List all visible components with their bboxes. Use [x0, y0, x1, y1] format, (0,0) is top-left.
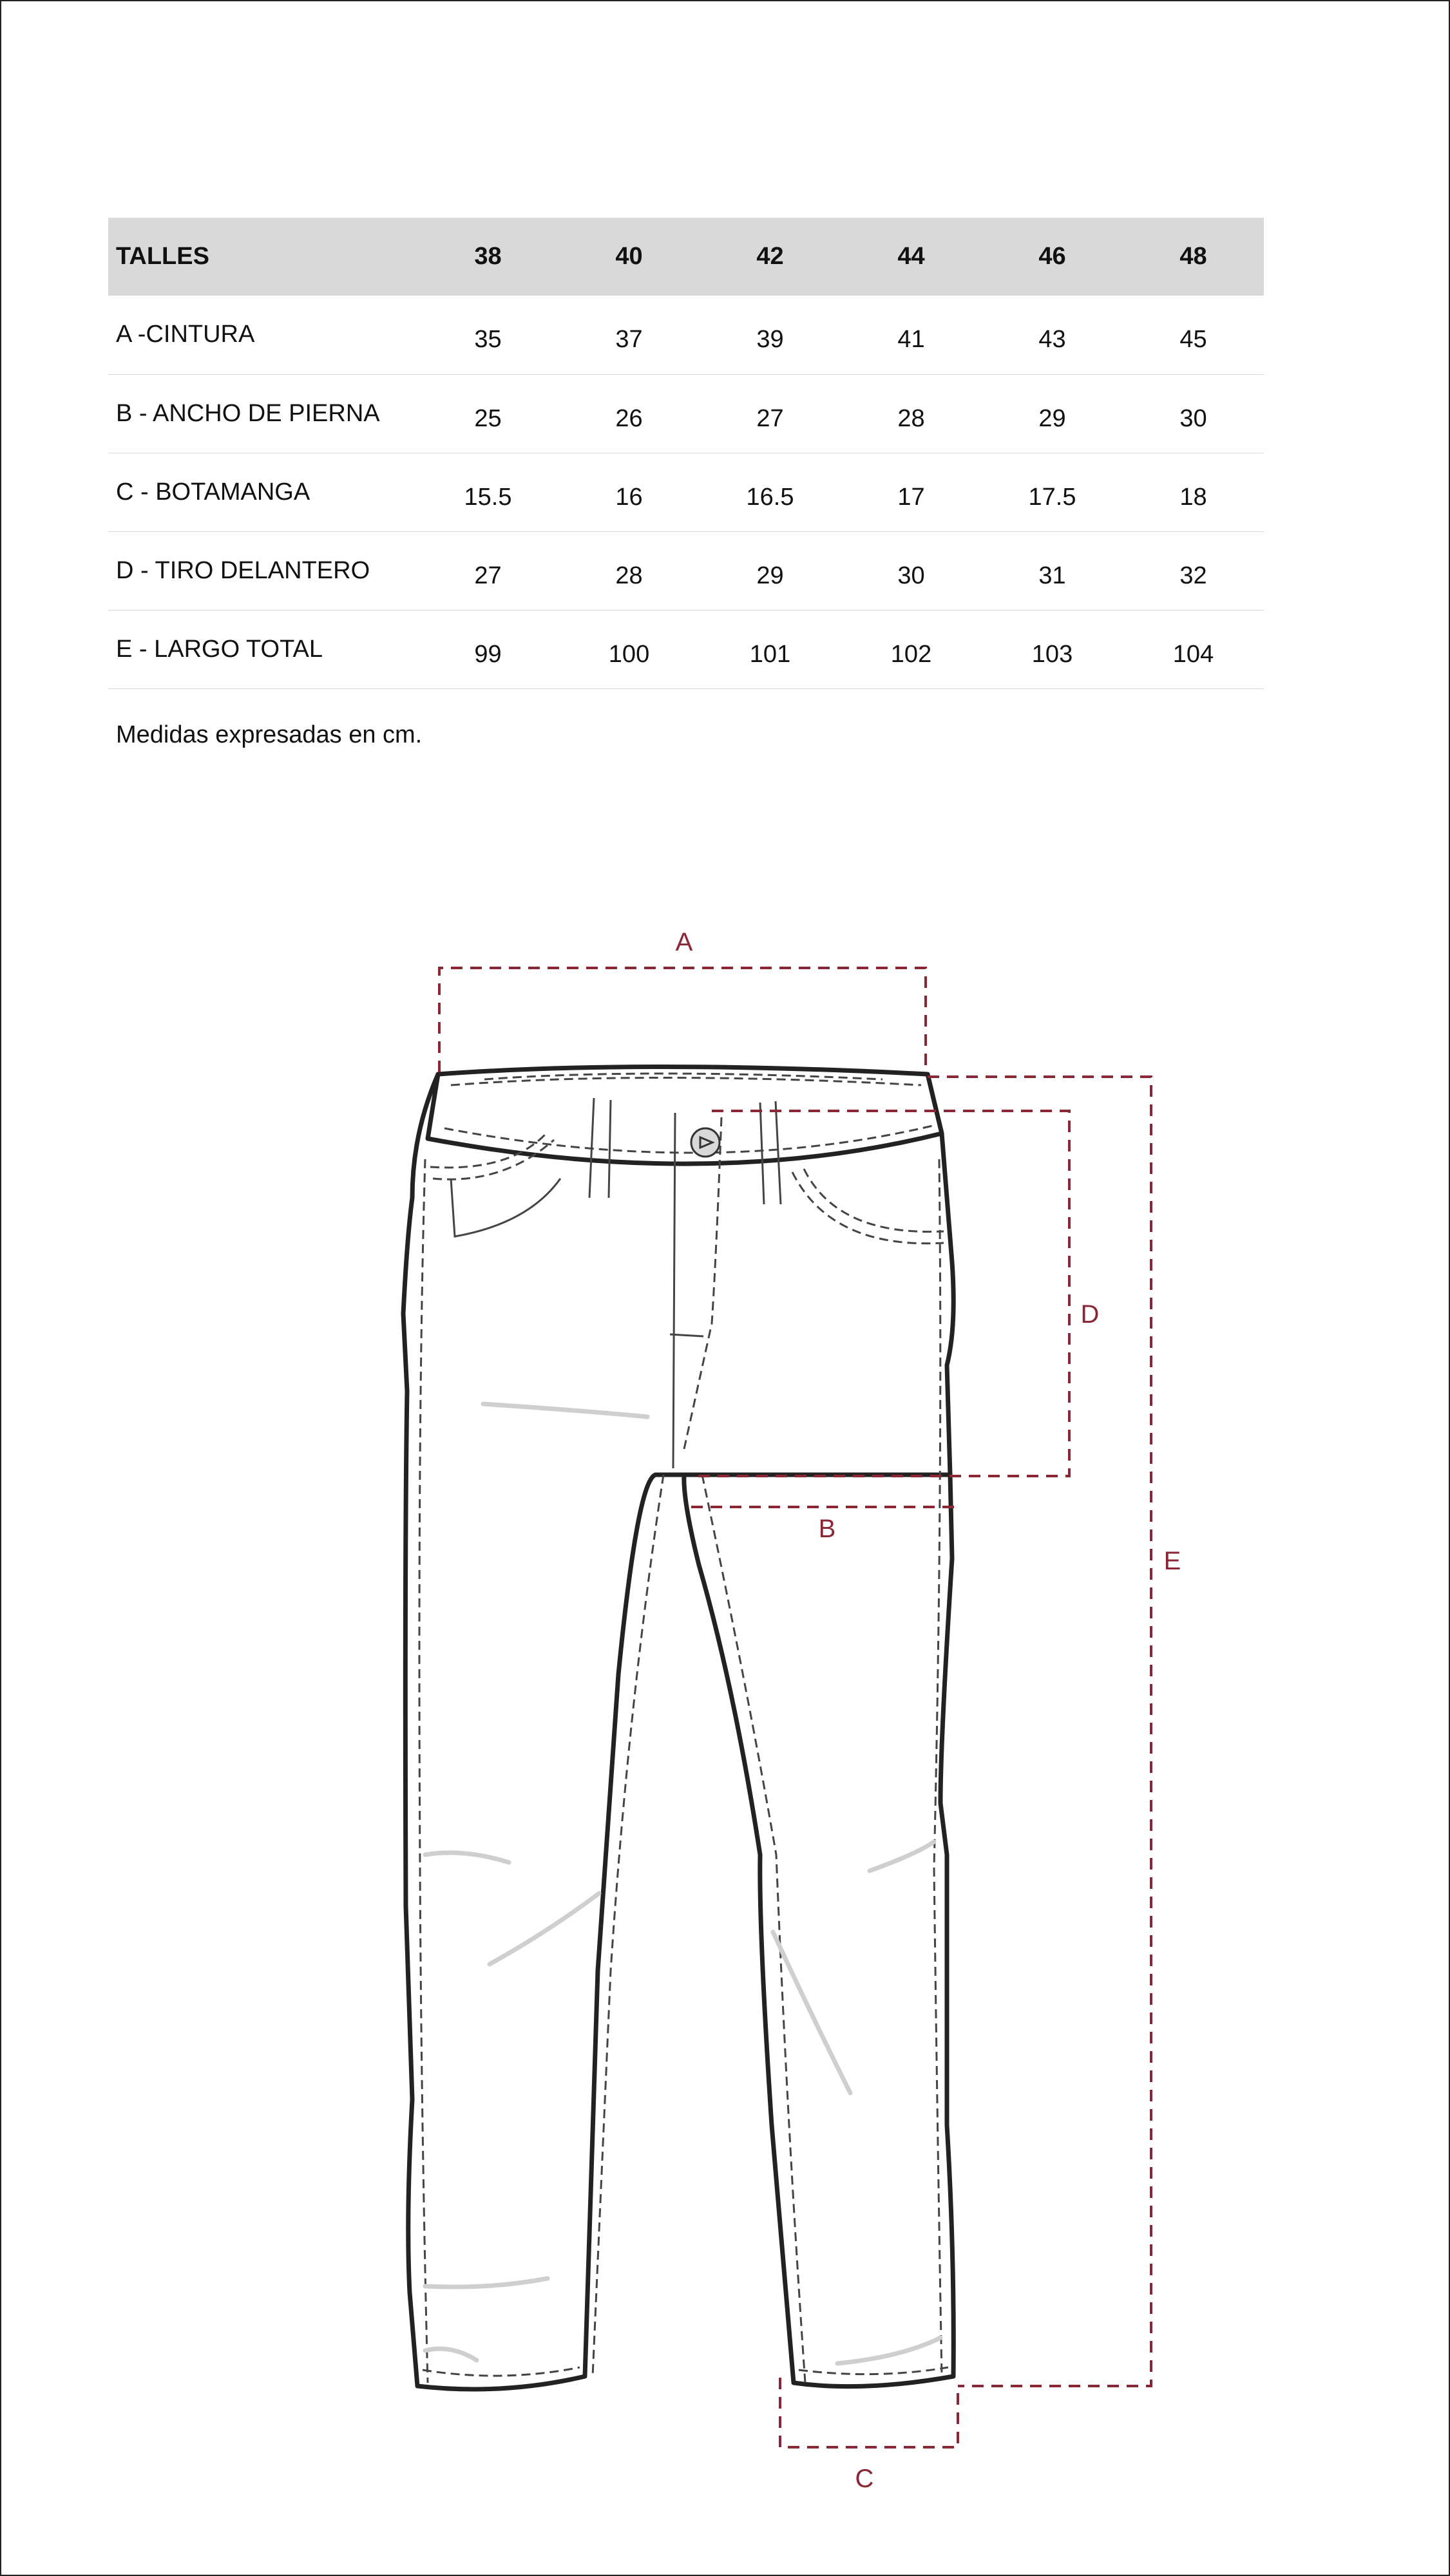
header-size: 44 — [897, 243, 925, 270]
table-cell: 99 — [474, 640, 502, 668]
jeans-measurement-diagram — [0, 889, 1450, 2550]
dimension-label-c: C — [855, 2465, 874, 2493]
table-cell: 39 — [756, 326, 784, 354]
table-cell: 28 — [615, 562, 643, 589]
table-cell: 45 — [1179, 326, 1207, 354]
size-chart-table — [108, 218, 1264, 689]
table-cell: 35 — [474, 326, 502, 354]
table-header-row — [108, 218, 1264, 296]
row-label: C - BOTAMANGA — [116, 478, 310, 506]
table-cell: 100 — [608, 640, 650, 668]
table-cell: 31 — [1038, 562, 1066, 589]
dimension-label-d: D — [1080, 1300, 1100, 1329]
table-cell: 16 — [615, 483, 643, 511]
table-cell: 28 — [897, 404, 925, 432]
row-label: A -CINTURA — [116, 321, 255, 348]
header-label: TALLES — [116, 243, 209, 270]
units-note: Medidas expresadas en cm. — [116, 721, 423, 748]
table-cell: 43 — [1038, 326, 1066, 354]
row-label: B - ANCHO DE PIERNA — [116, 399, 380, 427]
header-size: 48 — [1179, 243, 1207, 270]
button-icon — [691, 1128, 720, 1157]
table-cell: 17.5 — [1028, 483, 1076, 511]
table-cell: 15.5 — [464, 483, 512, 511]
table-cell: 32 — [1179, 562, 1207, 589]
table-cell: 25 — [474, 404, 502, 432]
header-size: 38 — [474, 243, 502, 270]
table-row — [108, 610, 1264, 688]
table-cell: 27 — [474, 562, 502, 589]
table-cell: 16.5 — [746, 483, 794, 511]
table-row — [108, 531, 1264, 610]
table-cell: 103 — [1031, 640, 1073, 668]
table-cell: 37 — [615, 326, 643, 354]
table-cell: 18 — [1179, 483, 1207, 511]
dimension-label-e: E — [1163, 1547, 1181, 1575]
table-cell: 17 — [897, 483, 925, 511]
jeans-illustration — [403, 1067, 953, 2390]
table-cell: 29 — [1038, 404, 1066, 432]
table-cell: 30 — [1179, 404, 1207, 432]
table-cell: 104 — [1172, 640, 1214, 668]
table-cell: 29 — [756, 562, 784, 589]
dimension-label-a: A — [675, 928, 693, 956]
waistband — [428, 1067, 942, 1164]
row-label: E - LARGO TOTAL — [116, 635, 323, 663]
dimension-line-a — [439, 968, 926, 1072]
table-cell: 26 — [615, 404, 643, 432]
table-cell: 27 — [756, 404, 784, 432]
table-cell: 102 — [890, 640, 932, 668]
dimension-label-b: B — [818, 1515, 836, 1543]
table-cell: 41 — [897, 326, 925, 354]
header-size: 46 — [1038, 243, 1066, 270]
table-cell: 30 — [897, 562, 925, 589]
jeans-right-leg — [656, 1475, 953, 2387]
row-label: D - TIRO DELANTERO — [116, 556, 370, 584]
header-size: 40 — [615, 243, 643, 270]
table-row — [108, 453, 1264, 531]
header-size: 42 — [756, 243, 784, 270]
table-row — [108, 296, 1264, 374]
table-cell: 101 — [749, 640, 791, 668]
dimension-line-e — [928, 1077, 1151, 2386]
table-row — [108, 374, 1264, 453]
